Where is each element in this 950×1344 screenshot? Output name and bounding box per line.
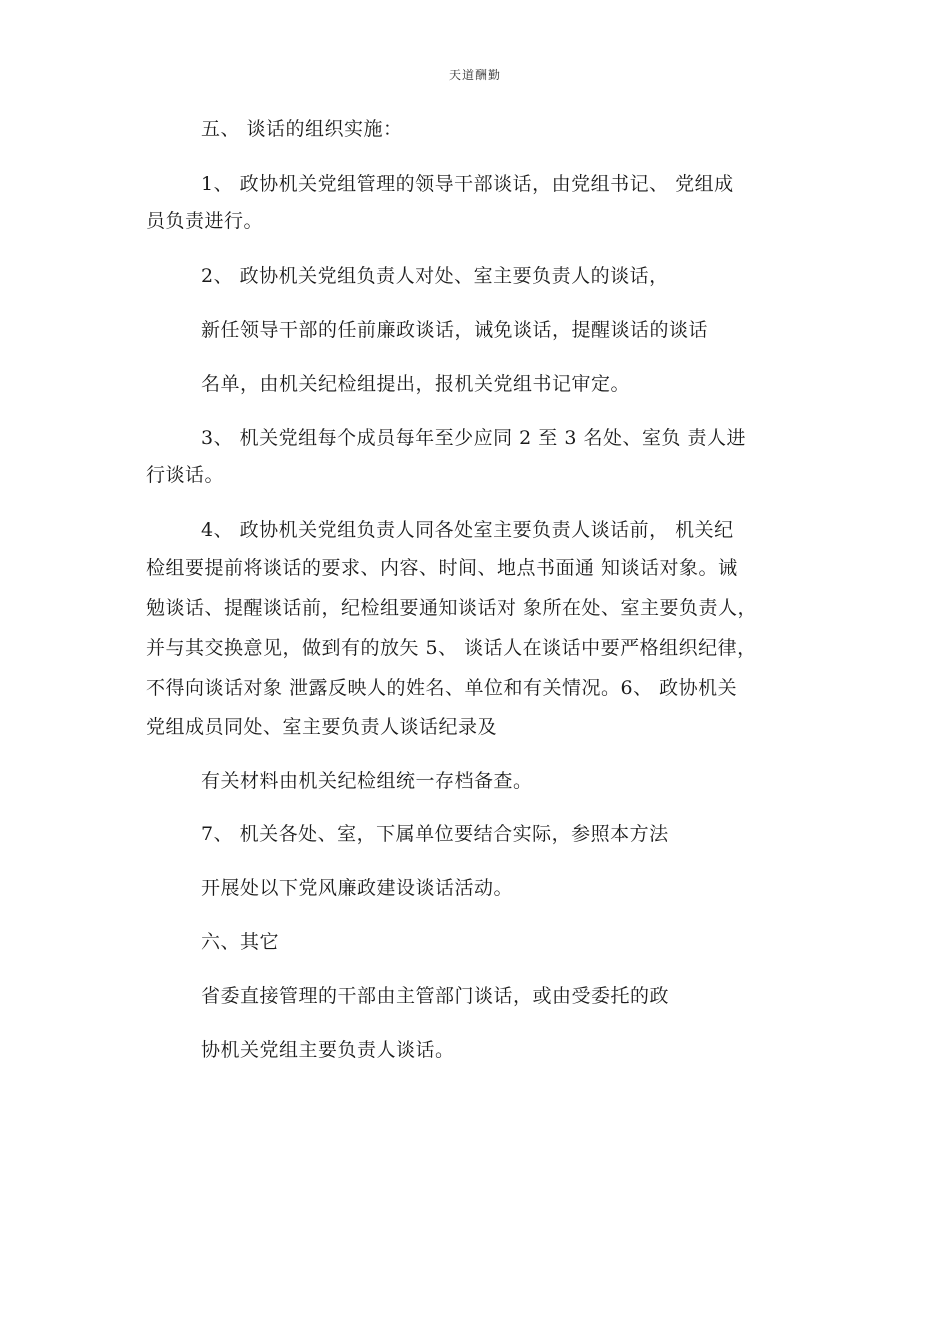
paragraph-line: 1、 政协机关党组管理的领导干部谈话，由党组书记、 党组成 bbox=[201, 173, 734, 195]
paragraph-line: 员负责进行。 bbox=[146, 210, 264, 232]
paragraph-line: 党组成员同处、室主要负责人谈话纪录及 bbox=[146, 716, 498, 738]
page-header: 天道酬勤 bbox=[448, 68, 501, 82]
paragraph-line: 并与其交换意见，做到有的放矢 5、 谈话人在谈话中要严格组织纪律， bbox=[146, 637, 757, 659]
paragraph-line: 名单，由机关纪检组提出，报机关党组书记审定。 bbox=[201, 373, 631, 395]
paragraph-line: 7、 机关各处、室，下属单位要结合实际，参照本方法 bbox=[201, 823, 669, 845]
paragraph-line: 开展处以下党风廉政建设谈话活动。 bbox=[201, 877, 514, 899]
paragraph-line: 协机关党组主要负责人谈话。 bbox=[201, 1039, 455, 1061]
paragraph-line: 检组要提前将谈话的要求、内容、时间、地点书面通 知谈话对象。诫 bbox=[146, 557, 738, 579]
section-heading-6: 六、其它 bbox=[201, 931, 280, 953]
paragraph-line: 4、 政协机关党组负责人同各处室主要负责人谈话前， 机关纪 bbox=[201, 519, 734, 541]
paragraph-line: 2、 政协机关党组负责人对处、室主要负责人的谈话， bbox=[201, 265, 669, 287]
paragraph-line: 新任领导干部的任前廉政谈话，诫免谈话，提醒谈话的谈话 bbox=[201, 319, 709, 341]
paragraph-line: 3、 机关党组每个成员每年至少应同 2 至 3 名处、室负 责人进 bbox=[201, 427, 747, 449]
paragraph-line: 省委直接管理的干部由主管部门谈话，或由受委托的政 bbox=[201, 985, 670, 1007]
paragraph-line: 行谈话。 bbox=[146, 464, 225, 486]
paragraph-line: 有关材料由机关纪检组统一存档备查。 bbox=[201, 770, 533, 792]
section-heading-5: 五、 谈话的组织实施： bbox=[201, 118, 403, 140]
paragraph-line: 勉谈话、提醒谈话前，纪检组要通知谈话对 象所在处、室主要负责人， bbox=[146, 597, 758, 619]
paragraph-line: 不得向谈话对象 泄露反映人的姓名、单位和有关情况。6、 政协机关 bbox=[146, 677, 738, 699]
